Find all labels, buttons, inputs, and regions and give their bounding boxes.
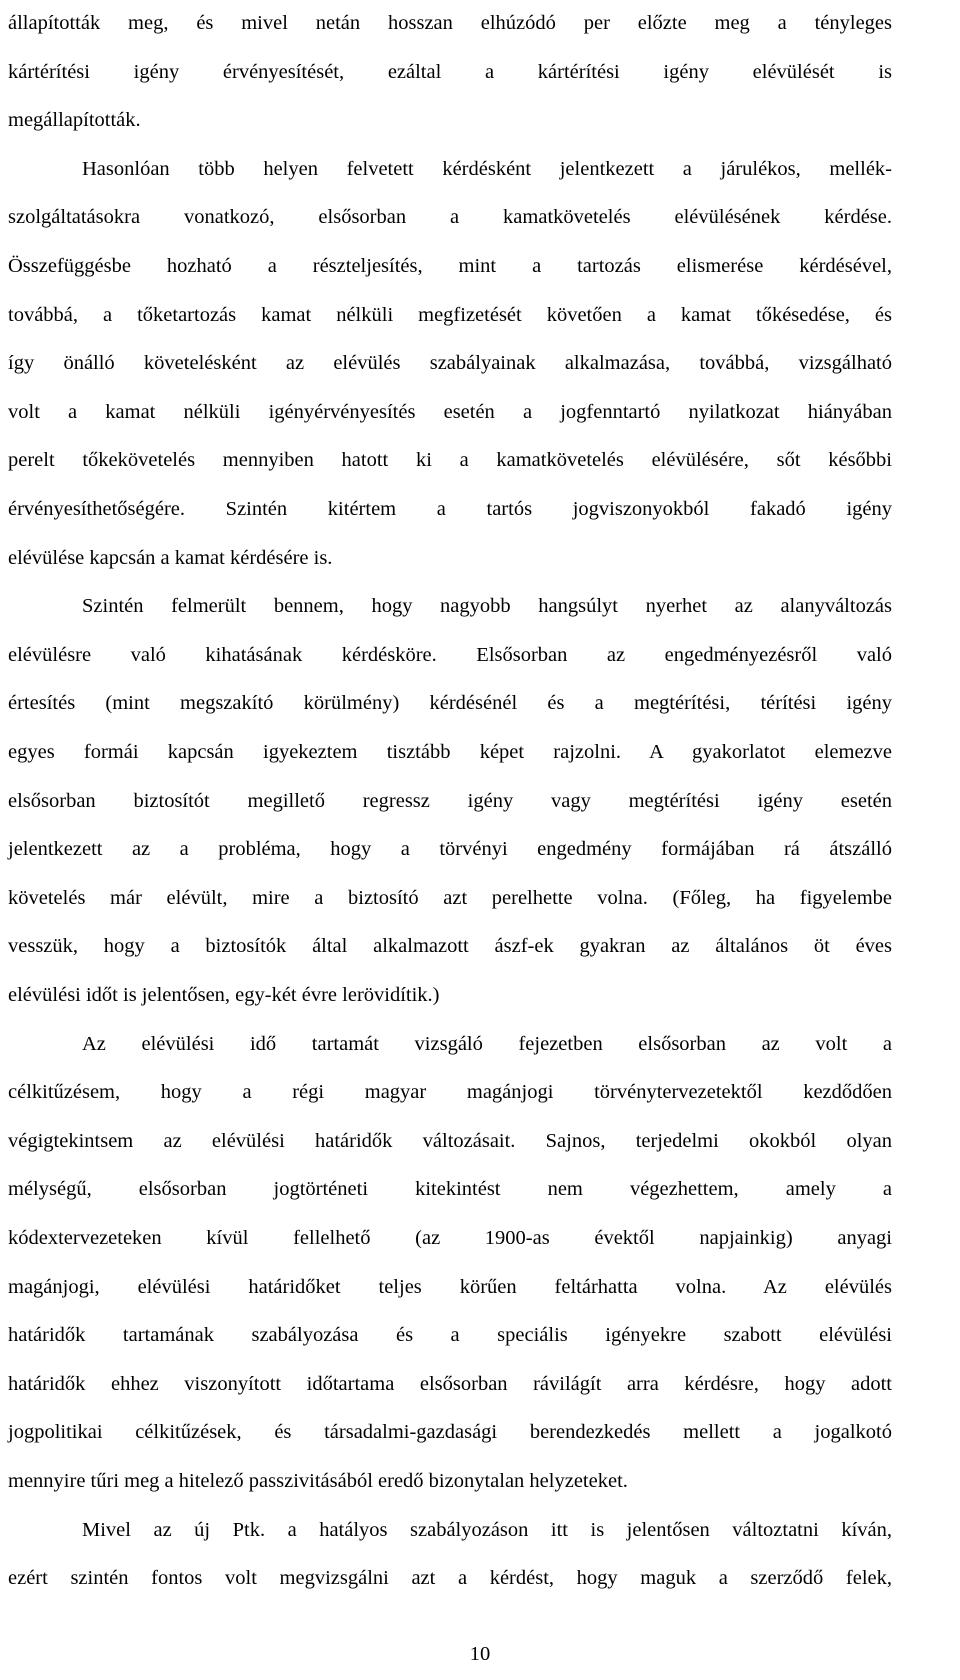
text-line: érvényesíthetőségére. Szintén kitértem a tartós jogviszonyokból fakadó igény (8, 498, 892, 520)
text-line: szolgáltatásokra vonatkozó, elsősorban a kamatkövetelés elévülésének kérdése. (8, 206, 892, 229)
text-line: Összefüggésbe hozható a részteljesítés, mint a tartozás elismerése kérdésével, (8, 255, 892, 277)
text-line: kártérítési igény érvényesítését, ezáltal a kártérítési igény elévülését is (8, 60, 892, 83)
text-line: határidők ehhez viszonyított időtartama elsősorban rávilágít arra kérdésre, hogy adott (8, 1372, 892, 1395)
text-line: Mivel az új Ptk. a hatályos szabályozáson itt is jelentősen változtatni kíván, (82, 1518, 892, 1541)
text-line: elévülési időt is jelentősen, egy-két évre lerövidítik.) (8, 984, 440, 1006)
text-line: perelt tőkekövetelés mennyiben hatott ki a kamatkövetelés elévülésére, sőt későbbi (8, 449, 892, 472)
text-line: továbbá, a tőketartozás kamat nélküli megfizetését követően a kamat tőkésedése, és (8, 303, 892, 326)
text-line: mennyire tűri meg a hitelező passzivitásából eredő bizonytalan helyzeteket. (8, 1470, 628, 1492)
text-line: követelés már elévült, mire a biztosító azt perelhette volna. (Főleg, ha figyelembe (8, 886, 892, 909)
text-line: jelentkezett az a probléma, hogy a törvényi engedmény formájában rá átszálló (8, 838, 892, 861)
text-line: egyes formái kapcsán igyekeztem tisztább képet rajzolni. A gyakorlatot elemezve (8, 741, 892, 763)
text-line: ezért szintén fontos volt megvizsgálni azt a kérdést, hogy maguk a szerződő felek, (8, 1567, 892, 1590)
text-line: állapították meg, és mivel netán hosszan elhúzódó per előzte meg a tényleges (8, 12, 892, 34)
text-line: Szintén felmerült bennem, hogy nagyobb hangsúlyt nyerhet az alanyváltozás (82, 595, 892, 618)
text-line: határidők tartamának szabályozása és a speciális igényekre szabott elévülési (8, 1324, 892, 1347)
text-line: értesítés (mint megszakító körülmény) kérdésénél és a megtérítési, térítési igény (8, 692, 892, 715)
text-line: magánjogi, elévülési határidőket teljes körűen feltárhatta volna. Az elévülés (8, 1275, 892, 1298)
text-line: Az elévülési idő tartamát vizsgáló fejezetben elsősorban az volt a (82, 1032, 892, 1055)
text-line: elévülésre való kihatásának kérdésköre. Elsősorban az engedményezésről való (8, 643, 892, 666)
text-line: mélységű, elsősorban jogtörténeti kitekintést nem végezhettem, amely a (8, 1178, 892, 1201)
text-line: Hasonlóan több helyen felvetett kérdésként jelentkezett a járulékos, mellék- (82, 157, 892, 180)
text-line: elsősorban biztosítót megillető regressz igény vagy megtérítési igény esetén (8, 789, 892, 812)
text-line: megállapították. (8, 109, 141, 132)
text-line: jogpolitikai célkitűzések, és társadalmi-gazdasági berendezkedés mellett a jogalkotó (8, 1421, 892, 1444)
text-line: végigtekintsem az elévülési határidők változásait. Sajnos, terjedelmi okokból olyan (8, 1129, 892, 1152)
text-line: volt a kamat nélküli igényérvényesítés esetén a jogfenntartó nyilatkozat hiányában (8, 400, 892, 423)
text-line: kódextervezeteken kívül fellelhető (az 1900-as évektől napjainkig) anyagi (8, 1227, 892, 1249)
text-line: vesszük, hogy a biztosítók által alkalmazott ászf-ek gyakran az általános öt éves (8, 935, 892, 958)
text-line: célkitűzésem, hogy a régi magyar magánjogi törvénytervezetektől kezdődően (8, 1081, 892, 1104)
page-number: 10 (469, 1643, 491, 1665)
text-line: elévülése kapcsán a kamat kérdésére is. (8, 546, 333, 569)
text-line: így önálló követelésként az elévülés szabályainak alkalmazása, továbbá, vizsgálható (8, 352, 892, 375)
